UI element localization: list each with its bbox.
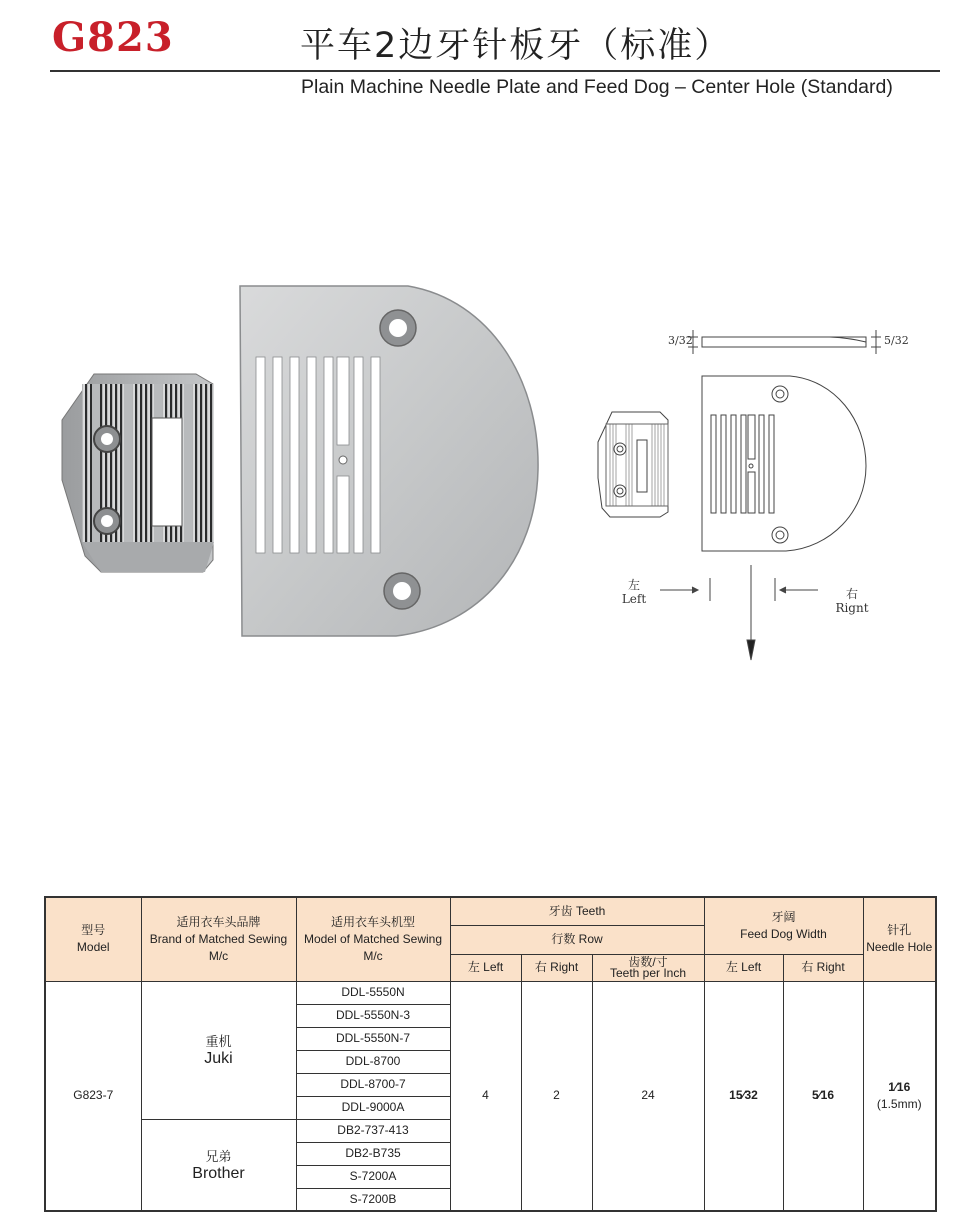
- cell-machine-model: S-7200A: [296, 1165, 450, 1188]
- header-row: 行数 Row: [450, 925, 704, 954]
- title-english: Plain Machine Needle Plate and Feed Dog – Center Hole (Standard): [301, 76, 893, 98]
- spec-table: [44, 896, 937, 1212]
- header-fd-left: 左 Left: [704, 954, 783, 981]
- header-needle-hole: 针孔 Needle Hole: [863, 897, 936, 981]
- needle-plate-photo: [240, 286, 538, 636]
- cell-teeth-per-inch: 24: [592, 981, 704, 1211]
- cell-machine-model: DDL-8700: [296, 1050, 450, 1073]
- cell-fd-right: 5⁄16: [783, 981, 863, 1211]
- header-feed-dog-width: 牙阔 Feed Dog Width: [704, 897, 863, 954]
- header-model: 型号 Model: [45, 897, 141, 981]
- feed-dog-photo: [62, 374, 214, 572]
- cell-needle-hole: 1⁄16 (1.5mm): [863, 981, 936, 1211]
- cell-model: G823-7: [45, 981, 141, 1211]
- header-teeth: 牙齿 Teeth: [450, 897, 704, 925]
- cell-machine-model: DDL-5550N-3: [296, 1004, 450, 1027]
- cell-row-left: 4: [450, 981, 521, 1211]
- header-machine-model: 适用衣车头机型 Model of Matched Sewing M/c: [296, 897, 450, 981]
- cell-brand-juki: 重机 Juki: [141, 981, 296, 1119]
- header-row-right: 右 Right: [521, 954, 592, 981]
- title-chinese: 平车2边牙针板牙（标准）: [300, 26, 732, 66]
- cell-machine-model: DDL-8700-7: [296, 1073, 450, 1096]
- cell-machine-model: DDL-9000A: [296, 1096, 450, 1119]
- header-fd-right: 右 Right: [783, 954, 863, 981]
- product-code: G823: [52, 14, 174, 61]
- header-brand: 适用衣车头品牌 Brand of Matched Sewing M/c: [141, 897, 296, 981]
- header-teeth-per-inch: 齿数/寸 Teeth per Inch: [592, 954, 704, 981]
- right-label: 右 Rignt: [835, 587, 869, 615]
- thickness-right-label: 5/32: [884, 334, 909, 347]
- cell-machine-model: S-7200B: [296, 1188, 450, 1211]
- cell-machine-model: DDL-5550N-7: [296, 1027, 450, 1050]
- header-row-left: 左 Left: [450, 954, 521, 981]
- left-label: 左 Left: [621, 578, 647, 606]
- cell-machine-model: DDL-5550N: [296, 981, 450, 1004]
- cell-brand-brother: 兄弟 Brother: [141, 1119, 296, 1211]
- cell-row-right: 2: [521, 981, 592, 1211]
- cell-fd-left: 15⁄32: [704, 981, 783, 1211]
- cell-machine-model: DB2-737-413: [296, 1119, 450, 1142]
- thickness-left-label: 3/32: [668, 334, 693, 347]
- cell-machine-model: DB2-B735: [296, 1142, 450, 1165]
